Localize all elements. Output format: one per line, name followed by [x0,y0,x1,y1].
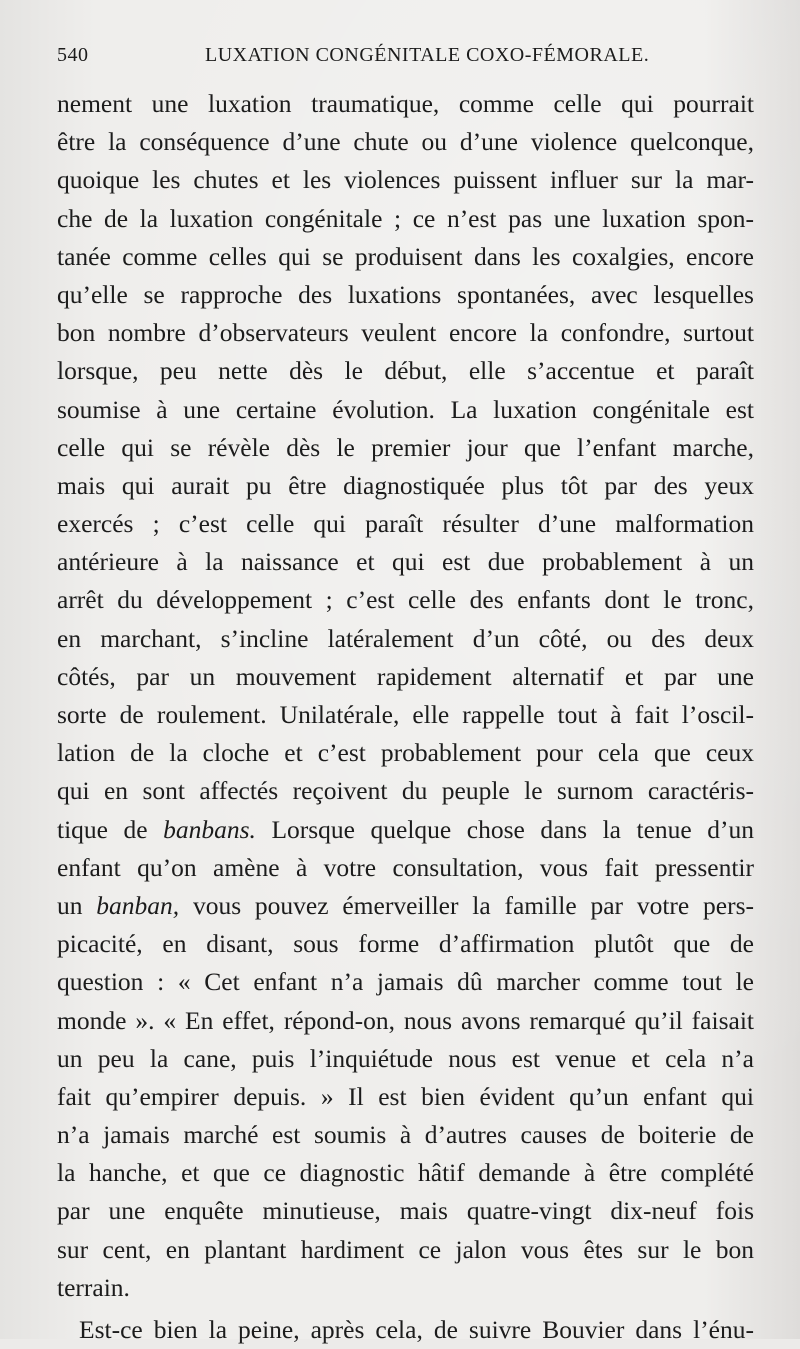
text-line: qu’elle se rapproche des luxations spontanées, avec lesquelles [57,279,754,309]
text-segment: un [57,890,97,920]
paragraph-end-line: terrain. [57,1272,130,1302]
text-line: nement une luxation traumatique, comme celle qui pourrait [57,89,754,118]
text-line: enfant qu’on amène à votre consultation, vous fait pressentir [57,852,754,882]
italic-term: banban, [96,890,180,920]
text-segment: vous pouvez émerveiller la famille par votre pers- [179,890,754,920]
text-line: qui en sont affectés reçoivent du peuple le surnom caractéris- [57,776,754,806]
text-line: mais qui aurait pu être diagnostiquée plus tôt par des yeux [57,470,754,500]
text-line: n’a jamais marché est soumis à d’autres causes de boiterie de [57,1120,754,1150]
text-line: soumise à une certaine évolution. La luxation congénitale est [57,394,754,424]
chapter-title: LUXATION CONGÉNITALE COXO-FÉMORALE. [205,44,650,66]
italic-term: banbans. [163,814,256,844]
text-line: exercés ; c’est celle qui paraît résulter d’une malformation [57,509,754,539]
text-line [57,811,754,849]
text-line: côtés, par un mouvement rapidement alternatif et par une [57,661,754,691]
text-line: quoique les chutes et les violences puissent influer sur la mar- [57,165,754,195]
text-line: sorte de roulement. Unilatérale, elle rappelle tout à fait l’oscil- [57,700,754,729]
text-line [57,887,754,925]
text-line: arrêt du développement ; c’est celle des enfants dont le tronc, [57,585,754,615]
text-line: tanée comme celles qui se produisent dans les coxalgies, encore [57,241,754,271]
body-text [57,85,754,1349]
text-line: question : « Cet enfant n’a jamais dû marcher comme tout le [57,967,754,997]
text-line: en marchant, s’incline latéralement d’un côté, ou des deux [57,623,754,653]
text-line: celle qui se révèle dès le premier jour que l’enfant marche, [57,432,754,462]
text-line: lorsque, peu nette dès le début, elle s’accentue et paraît [57,356,754,386]
text-line: antérieure à la naissance et qui est due probablement à un [57,547,754,577]
text-line: par une enquête minutieuse, mais quatre-vingt dix-neuf fois [57,1196,754,1226]
text-line: che de la luxation congénitale ; ce n’est pas une luxation spon- [57,203,754,233]
text-line: lation de la cloche et c’est probablement pour cela que ceux [57,738,754,768]
text-line: picacité, en disant, sous forme d’affirmation plutôt que de [57,929,754,959]
text-line: être la conséquence d’une chute ou d’une violence quelconque, [57,127,754,157]
text-line: fait qu’empirer depuis. » Il est bien évident qu’un enfant qui [57,1081,754,1111]
text-line: la hanche, et que ce diagnostic hâtif demande à être complété [57,1158,754,1188]
paragraph-start-line: Est-ce bien la peine, après cela, de suivre Bouvier dans l’énu- [79,1315,754,1344]
text-line: un peu la cane, puis l’inquiétude nous est venue et cela n’a [57,1043,754,1073]
text-line: sur cent, en plantant hardiment ce jalon vous êtes sur le bon [57,1234,754,1264]
text-line: bon nombre d’observateurs veulent encore la confondre, surtout [57,318,754,348]
text-segment: Lorsque quelque chose dans la tenue d’un [255,814,755,844]
text-segment: tique de [57,814,164,844]
running-head [57,44,757,74]
text-line: monde ». « En effet, répond-on, nous avons remarqué qu’il faisait [57,1005,754,1035]
page-number: 540 [57,44,89,66]
